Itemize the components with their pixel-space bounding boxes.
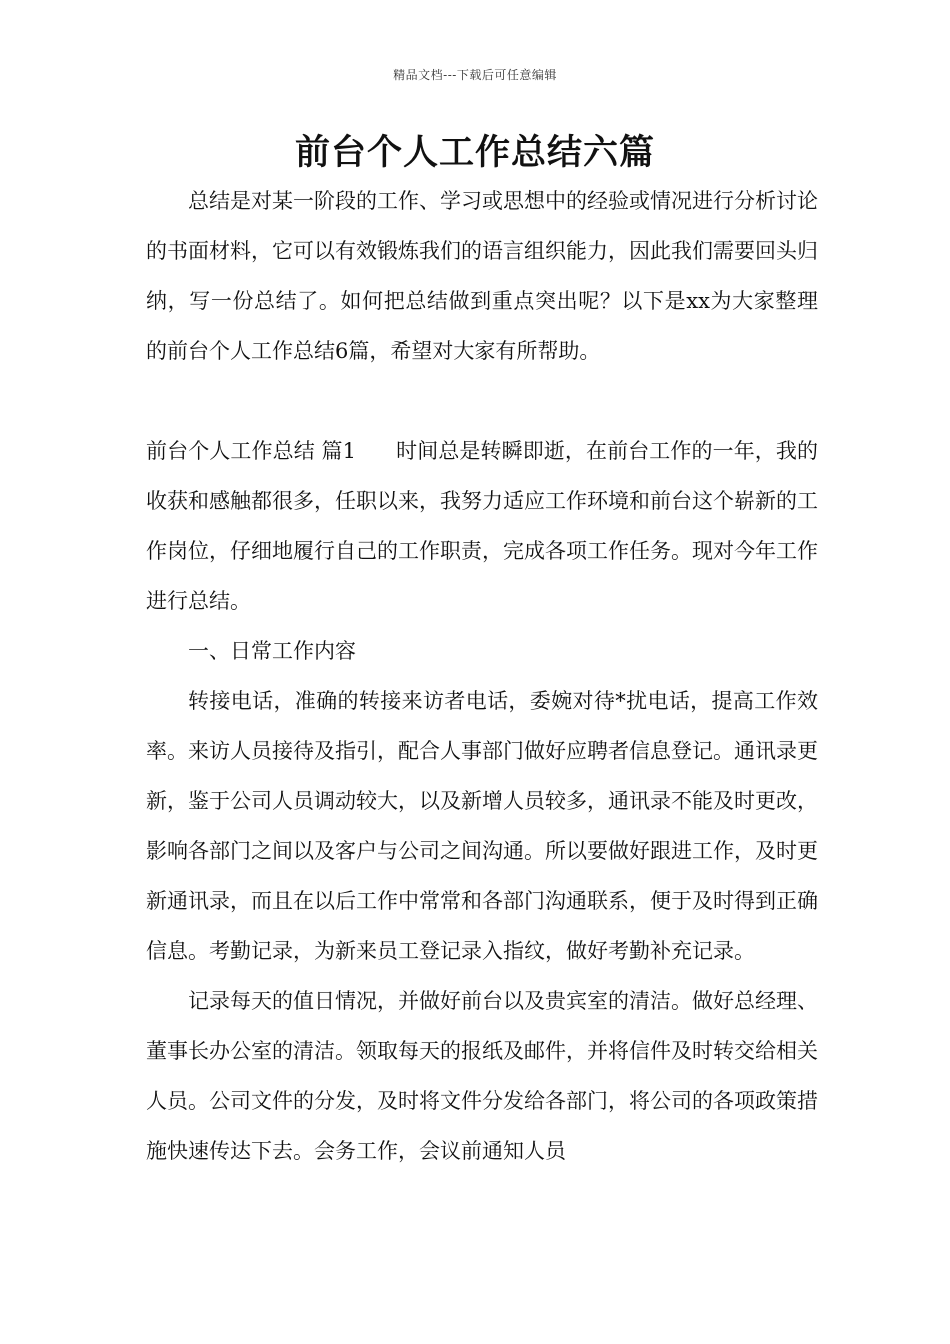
page-header-note: 精品文档---下载后可任意编辑	[393, 68, 557, 82]
section-1-heading: 前台个人工作总结 篇1	[146, 439, 357, 463]
section-1-subheading: 一、日常工作内容	[188, 639, 356, 663]
document-title: 前台个人工作总结六篇	[294, 133, 655, 173]
document-body	[146, 176, 818, 1176]
intro-paragraph: 总结是对某一阶段的工作、学习或思想中的经验或情况进行分析讨论的书面材料，它可以有效锻炼我们的语言组织能力，因此我们需要回头归纳，写一份总结了。如何把总结做到重点突出呢？以下是xx为大家整理的前台个人工作总结6篇，希望对大家有所帮助。	[146, 189, 818, 363]
section-1-paragraph-2: 记录每天的值日情况，并做好前台以及贵宾室的清洁。做好总经理、董事长办公室的清洁。领取每天的报纸及邮件，并将信件及时转交给相关人员。公司文件的分发，及时将文件分发给各部门，将公司的各项政策措施快速传达下去。会务工作，会议前通知人员	[146, 989, 818, 1163]
paragraph-spacer	[146, 376, 818, 426]
section-1-opening	[146, 426, 818, 626]
section-1-paragraph-1: 转接电话，准确的转接来访者电话，委婉对待*扰电话，提高工作效率。来访人员接待及指引，配合人事部门做好应聘者信息登记。通讯录更新，鉴于公司人员调动较大，以及新增人员较多，通讯录不能及时更改，影响各部门之间以及客户与公司之间沟通。所以要做好跟进工作，及时更新通讯录，而且在以后工作中常常和各部门沟通联系，便于及时得到正确信息。考勤记录，为新来员工登记录入指纹，做好考勤补充记录。	[146, 689, 818, 963]
section-1-opening-text: 时间总是转瞬即逝，在前台工作的一年，我的收获和感触都很多，任职以来，我努力适应工作环境和前台这个崭新的工作岗位，仔细地履行自己的工作职责，完成各项工作任务。现对今年工作进行总结。	[146, 439, 818, 613]
